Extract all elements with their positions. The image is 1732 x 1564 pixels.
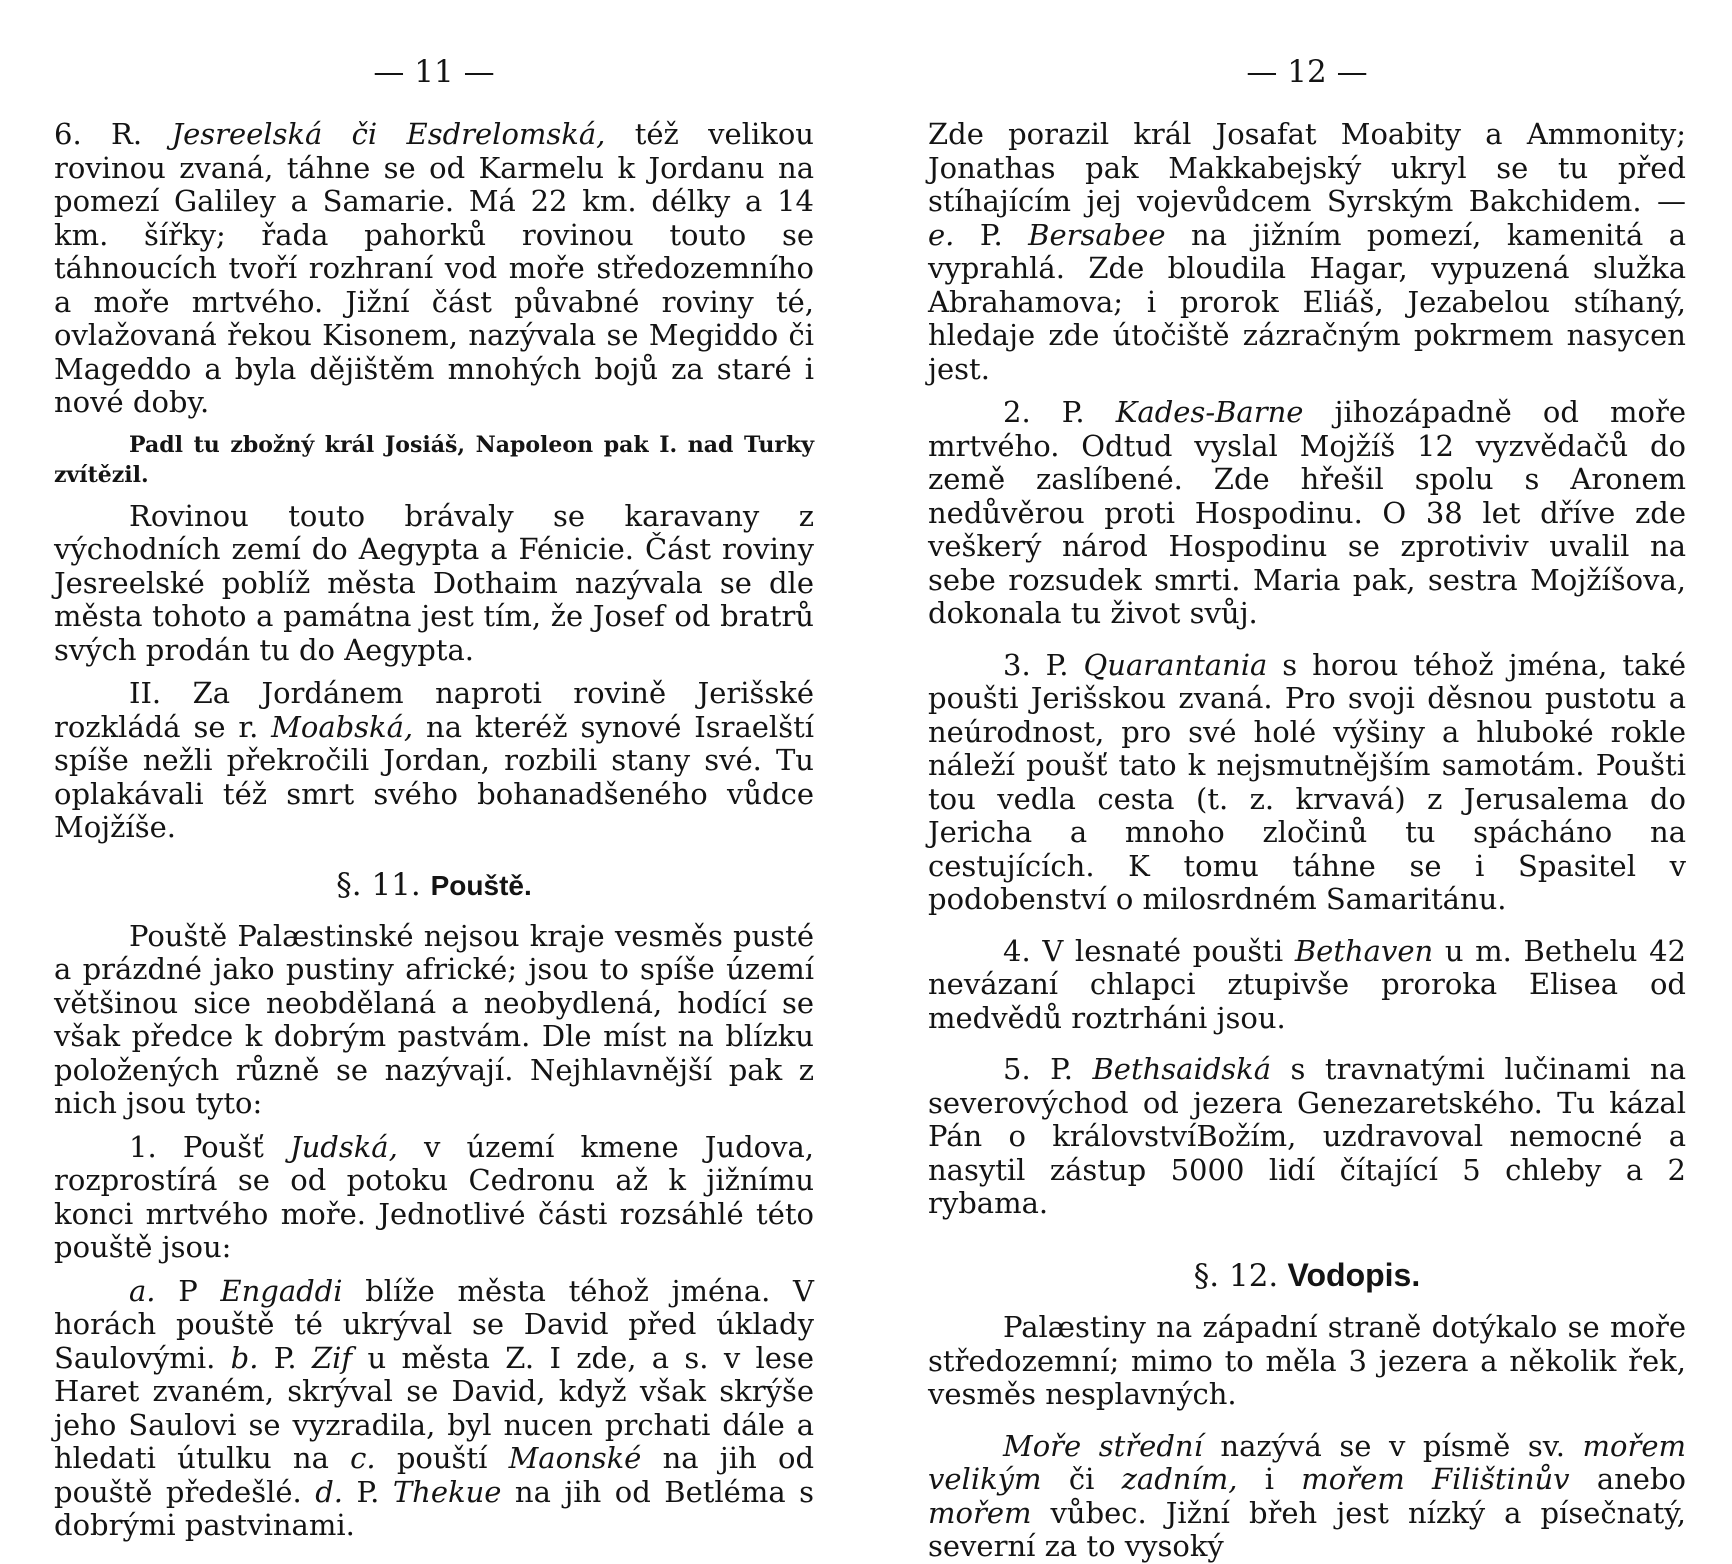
- paragraph-text: v území kmene Judova, rozprostírá se od potoku Cedronu až k jižnímu konci mrtvého moře. Jednotlivé části rozsáhlé této pouště jsou:: [54, 1129, 814, 1264]
- sea-name: mořem Filištinův: [1301, 1462, 1570, 1496]
- right-page-body: [928, 118, 1686, 1564]
- list-prefix: P.: [343, 1474, 393, 1509]
- paragraph-text: nazývá se v písmě sv.: [1202, 1428, 1583, 1463]
- place-name: Thekue: [392, 1474, 502, 1509]
- list-prefix: P.: [954, 217, 1029, 252]
- paragraph-kades: [928, 396, 1686, 631]
- paragraph-text: Zde porazil král Josafat Moabity a Ammonity; Jonathas pak Makkabejský ukryl se tu před stíhajícím jej vojevůdcem Syrským Bakchidem. —: [928, 117, 1686, 218]
- paragraph-text: vůbec. Jižní břeh jest nízký a písečnatý, severní za to vysoký: [928, 1495, 1686, 1563]
- section-title: Pouště.: [430, 869, 532, 901]
- right-page: [928, 0, 1687, 1563]
- left-page: [54, 0, 815, 1542]
- left-page-body: [54, 118, 814, 1543]
- sea-name: Moře střední: [1003, 1428, 1203, 1463]
- page-number-right: — 12 —: [1246, 54, 1368, 90]
- list-prefix: pouští: [375, 1441, 509, 1475]
- list-text: na jih od pouště předešlé.: [54, 1441, 815, 1509]
- sea-name: mořem velikým: [928, 1428, 1686, 1496]
- paragraph-lead: 6. R.: [54, 117, 172, 151]
- paragraph-lead: II. Za Jordánem naproti rovině Jerišské rozkládá se r.: [54, 676, 814, 744]
- sea-name: zadním,: [1121, 1462, 1238, 1496]
- paragraph-lead: 5. P.: [1003, 1052, 1093, 1086]
- paragraph-quarantania: [928, 649, 1686, 917]
- paragraph-text: s travnatými lučinami na severovýchod od jezera Genezaretského. Tu kázal Pán o královstvíBožím, uzdravoval nemocné a nasytil zástup 5000 lidí čítající 5 chleby a 2 rybama.: [928, 1052, 1686, 1220]
- place-name: Judská,: [289, 1129, 398, 1164]
- place-name: Bethsaidská: [1092, 1052, 1272, 1086]
- place-name: Kades-Barne: [1115, 395, 1304, 429]
- place-name: Bersabee: [1028, 217, 1166, 252]
- paragraph-lead: 3. P.: [1003, 647, 1084, 682]
- paragraph-more: [928, 1430, 1686, 1564]
- paragraph-text: s horou téhož jména, také poušti Jerišskou zvaná. Pro svoji děsnou pustotu a neúrodnost, pro své holé výšiny a hluboké rokle náleží poušť tato k nejsmutnějším samotám. Poušti tou vedla cesta (t. z. krvavá) z Jerusalema do Jericha a mnoho zločinů tu spácháno na cestujících. K tomu táhne se i Spasitel v podobenství o milosrdném Samaritánu.: [928, 647, 1687, 916]
- place-name: Jesreelská či Esdrelomská,: [171, 117, 606, 151]
- list-letter: d.: [315, 1474, 344, 1509]
- paragraph-text: anebo: [1569, 1462, 1686, 1496]
- section-number: §. 11.: [336, 866, 421, 903]
- paragraph-lead: 2. P.: [1003, 395, 1116, 429]
- section-title: Vodopis.: [1287, 1256, 1421, 1293]
- sea-name: mořem: [928, 1495, 1032, 1530]
- list-text: u města Z. I zde, a s. v lese Haret zvaném, skrýval se David, když však skrýše jeho Saulovi se vyzradila, byl nucen prchati dále a hledati útulku na: [54, 1340, 815, 1475]
- section-heading-11: [54, 865, 814, 906]
- paragraph-jesreel: [54, 118, 814, 420]
- place-name: Zif: [311, 1340, 353, 1375]
- list-letter: b.: [230, 1340, 259, 1375]
- footnote-josias: Padl tu zbožný král Josiáš, Napoleon pak I. nad Turky zvítězil.: [54, 431, 814, 488]
- paragraph-palaestiny: Palæstiny na západní straně dotýkalo se moře středozemní; mimo to měla 3 jezera a několik řek, vesměs nesplavných.: [928, 1310, 1686, 1411]
- paragraph-text: na jižním pomezí, kamenitá a vyprahlá. Zde bloudila Hagar, vypuzená služka Abrahamova; i prorok Eliáš, Jezabelou stíhaný, hledaje zde útočiště zázračným pokrmem nasycen jest.: [928, 217, 1686, 386]
- paragraph-moab: [54, 677, 814, 845]
- list-letter: a.: [129, 1273, 156, 1308]
- paragraph-text: či: [1041, 1462, 1122, 1496]
- list-letter: e.: [928, 217, 955, 252]
- paragraph-text: na kteréž synové Israelští spíše nežli překročili Jordan, rozbili stany své. Tu oplakávali též smrt svého bohanadšeného vůdce Mojžíše.: [54, 709, 815, 844]
- paragraph-rovinou: Rovinou touto brávaly se karavany z východních zemí do Aegypta a Fénicie. Část roviny Jesreelské poblíž města Dothaim nazývala se dle města tohoto a památna jest tím, že Josef od bratrů svých prodán tu do Aegypta.: [54, 498, 814, 667]
- place-name: Engaddi: [220, 1273, 343, 1308]
- place-name: Maonské: [508, 1441, 642, 1475]
- list-prefix: P: [155, 1273, 221, 1308]
- paragraph-sub-list: [54, 1275, 814, 1543]
- list-prefix: P.: [258, 1340, 312, 1375]
- paragraph-lead: 4. V lesnaté poušti: [1003, 933, 1295, 968]
- paragraph-text: též velikou rovinou zvaná, táhne se od Karmelu k Jordanu na pomezí Galiley a Samarie. Má 22 km. délky a 14 km. šířky; řada pahorků rovinou touto se táhnoucích tvoří rozhraní vod moře středozemního a moře mrtvého. Jižní část půvabné roviny té, ovlažovaná řekou Kisonem, nazývala se Megiddo či Mageddo a byla dějištěm mnohých bojů za staré i nové doby.: [54, 117, 814, 419]
- paragraph-bethaven: [928, 935, 1686, 1036]
- paragraph-text: jihozápadně od moře mrtvého. Odtud vyslal Mojžíš 12 vyzvědačů do země zaslíbené. Zde hřešil spolu s Aronem nedůvěrou proti Hospodinu. O 38 let dříve zde veškerý národ Hospodinu se zprotiviv uvalil na sebe rozsudek smrti. Maria pak, sestra Mojžíšova, dokonala tu život svůj.: [928, 395, 1686, 630]
- place-name: Bethaven: [1294, 933, 1434, 968]
- paragraph-bethsaida: [928, 1053, 1686, 1221]
- list-text: blíže města téhož jména. V horách pouště té ukrýval se David před úklady Saulovými.: [54, 1273, 814, 1375]
- paragraph-text: i: [1237, 1462, 1302, 1496]
- place-name: Moabská,: [271, 709, 414, 744]
- section-number: §. 12.: [1193, 1257, 1279, 1294]
- paragraph-judska: [54, 1131, 814, 1265]
- paragraph-poustte: Pouště Palæstinské nejsou kraje vesměs pusté a prázdné jako pustiny africké; jsou to spíše území většinou sice neobdělaná a neobydlená, hodící se však předce k dobrým pastvám. Dle míst na blízku položených různě se nazývají. Nejhlavnější pak z nich jsou tyto:: [54, 918, 814, 1120]
- section-heading-12: [928, 1256, 1686, 1294]
- list-letter: c.: [350, 1441, 376, 1475]
- page-number-left: — 11 —: [373, 54, 495, 90]
- paragraph-text: u m. Bethelu 42 nevázaní chlapci ztupivše proroka Elisea od medvědů roztrháni jsou.: [928, 933, 1686, 1035]
- paragraph-zde: [928, 118, 1686, 386]
- place-name: Quarantania: [1083, 647, 1268, 682]
- list-text: na jih od Betléma s dobrými pastvinami.: [54, 1474, 814, 1542]
- paragraph-lead: 1. Poušť: [129, 1129, 290, 1164]
